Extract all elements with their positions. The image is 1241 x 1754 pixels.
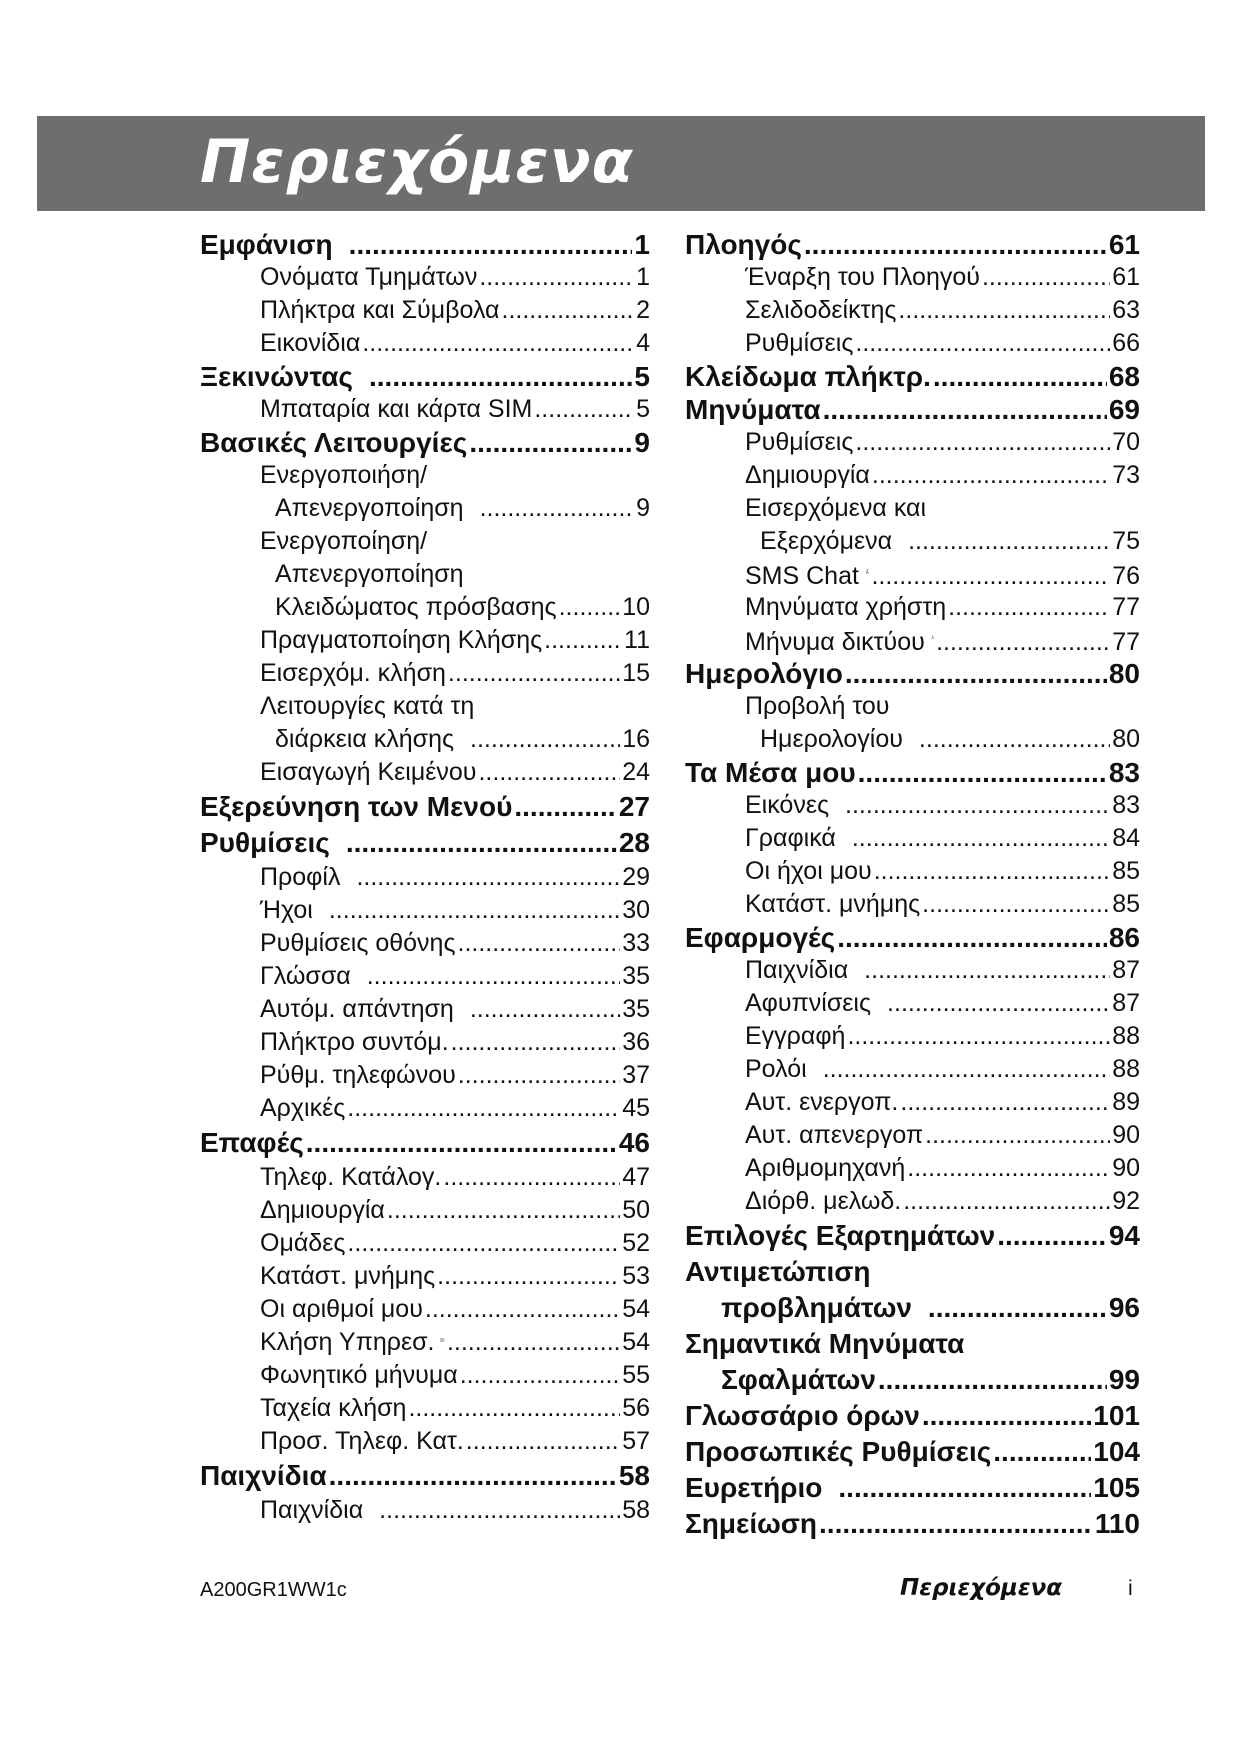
toc-entry-page: 75 [1112, 527, 1140, 555]
toc-entry-title: Ρύθμ. τηλεφώνου [260, 1061, 456, 1089]
toc-subentry[interactable] [685, 261, 1140, 294]
toc-entry-page: 28 [618, 827, 650, 858]
toc-subentry[interactable] [685, 690, 1140, 723]
toc-entry-page: 2 [636, 296, 650, 324]
toc-entry-title: SMS Chat [745, 562, 859, 590]
toc-entry-title: Ρυθμίσεις [745, 329, 854, 357]
toc-subentry[interactable] [200, 1227, 650, 1260]
toc-entry-page: 4 [636, 329, 650, 357]
toc-entry-page: 101 [1093, 1400, 1140, 1431]
toc-entry-title: Ήχοι [260, 896, 313, 924]
toc-subentry[interactable] [200, 1326, 650, 1359]
toc-entry-title: Δημιουργία [745, 461, 870, 489]
toc-entry-page: 45 [622, 1094, 650, 1122]
toc-entry-title: Φωνητικό μήνυμα [260, 1361, 458, 1389]
toc-entry-title: Αυτόμ. απάντηση [260, 995, 454, 1023]
toc-entry-page: 58 [622, 1496, 650, 1524]
toc-entry-title: Εξερχόμενα [760, 527, 893, 555]
toc-subentry[interactable] [685, 1119, 1140, 1152]
toc-subentry[interactable] [200, 993, 650, 1026]
toc-entry-page: 87 [1112, 956, 1140, 984]
toc-entry-title: Ημερολογίου [760, 725, 903, 753]
toc-subentry[interactable] [685, 624, 1140, 657]
toc-entry-title: Σφαλμάτων [721, 1364, 876, 1395]
toc-entry-page: 1 [634, 229, 650, 260]
toc-entry-title: Αυτ. ενεργοπ. [745, 1088, 899, 1116]
toc-entry-page: 99 [1108, 1364, 1140, 1395]
toc-entry-title: Εμφάνιση [200, 229, 333, 260]
toc-entry-title: Προσωπικές Ρυθμίσεις [685, 1436, 992, 1467]
toc-entry-page: 68 [1108, 361, 1140, 392]
toc-subentry[interactable] [200, 294, 650, 327]
toc-entry-page: 83 [1108, 757, 1140, 788]
toc-entry-title: Εισαγωγή Κειμένου [260, 758, 477, 786]
toc-entry-title: Κατάστ. μνήμης [745, 890, 921, 918]
toc-entry-glossary[interactable] [685, 1398, 1140, 1434]
toc-entry-page: 87 [1112, 989, 1140, 1017]
toc-entry-title: Προφίλ [260, 863, 341, 891]
toc-subentry[interactable] [200, 393, 650, 426]
toc-entry-page: 11 [624, 626, 650, 654]
toc-entry-explore-menus[interactable] [200, 789, 650, 825]
toc-entry-page: 110 [1094, 1508, 1140, 1539]
toc-entry-title: Γλώσσα [260, 962, 351, 990]
toc-subentry[interactable] [685, 987, 1140, 1020]
toc-entry-title: Αρχικές [260, 1094, 346, 1122]
toc-entry-title: διάρκεια κλήσης [275, 725, 455, 753]
toc-subentry[interactable] [685, 1086, 1140, 1119]
toc-entry-title: Αυτ. απενεργοπ [745, 1121, 924, 1149]
toc-entry-page: 57 [622, 1427, 650, 1455]
toc-entry-title: Γραφικά [745, 824, 836, 852]
toc-subentry[interactable] [200, 1161, 650, 1194]
toc-entry-page: 47 [622, 1163, 650, 1191]
toc-entry-title: Απενεργοποίηση [275, 560, 464, 588]
toc-entry-page: 56 [622, 1394, 650, 1422]
toc-entry-page: 90 [1112, 1154, 1140, 1182]
toc-subentry[interactable] [685, 525, 1140, 558]
toc-entry-page: 9 [634, 427, 650, 458]
toc-entry-title: Σημαντικά Μηνύματα [685, 1328, 965, 1359]
footer-section-title: Περιεχόμενα [900, 1575, 1063, 1601]
toc-entry-appearance[interactable] [200, 228, 650, 261]
toc-entry-page: 33 [622, 929, 650, 957]
toc-entry-title: Ενεργοποίηση/ [260, 527, 428, 555]
toc-entry-page: 88 [1112, 1055, 1140, 1083]
toc-entry-page: 69 [1108, 394, 1140, 425]
toc-entry-page: 36 [622, 1028, 650, 1056]
toc-entry-page: 77 [1112, 593, 1140, 621]
toc-entry-settings[interactable] [200, 825, 650, 861]
toc-subentry[interactable] [685, 855, 1140, 888]
toc-entry-error-messages[interactable] [685, 1326, 1140, 1362]
toc-entry-title: Ονόματα Τμημάτων [260, 263, 478, 291]
toc-entry-title: Ομάδες [260, 1229, 346, 1257]
toc-entry-title: Παιχνίδια [200, 1460, 327, 1491]
toc-entry-title: Παιχνίδια [745, 956, 849, 984]
toc-entry-title: Αντιμετώπιση [685, 1256, 871, 1287]
toc-entry-title: Δημιουργία [260, 1196, 385, 1224]
toc-subentry[interactable] [200, 927, 650, 960]
toc-left-column [200, 228, 650, 1527]
toc-subentry[interactable] [685, 1053, 1140, 1086]
toc-subentry[interactable] [200, 894, 650, 927]
toc-entry-page: 35 [622, 962, 650, 990]
toc-entry-page: 70 [1112, 428, 1140, 456]
toc-entry-page: 24 [622, 758, 650, 786]
toc-entry-title: Μηνύματα χρήστη [745, 593, 947, 621]
toc-entry-title: Απενεργοποίηση [275, 494, 464, 522]
toc-entry-title: Διόρθ. μελωδ. [745, 1187, 902, 1215]
toc-entry-title: Παιχνίδια [260, 1496, 364, 1524]
toc-subentry[interactable] [200, 1425, 650, 1458]
toc-entry-page: 61 [1112, 263, 1140, 291]
toc-subentry[interactable] [200, 327, 650, 360]
toc-entry-title: Επιλογές Εξαρτημάτων [685, 1220, 996, 1251]
toc-entry-title: Ευρετήριο [685, 1472, 823, 1503]
toc-entry-title: Κλειδώματος πρόσβασης [275, 593, 557, 621]
toc-subentry[interactable] [685, 1185, 1140, 1218]
toc-entry-title: Προσ. Τηλεφ. Κατ. [260, 1427, 464, 1455]
toc-entry-title: Εικονίδια [260, 329, 361, 357]
toc-subentry[interactable] [200, 1494, 650, 1527]
toc-subentry[interactable] [200, 261, 650, 294]
toc-entry-title: Αριθμομηχανή [745, 1154, 906, 1182]
toc-entry-key-lock[interactable] [685, 360, 1140, 393]
toc-entry-title: Ρυθμίσεις [745, 428, 854, 456]
antenna-icon [931, 624, 934, 650]
toc-entry-page: 58 [618, 1460, 650, 1491]
header-band [37, 116, 1205, 211]
toc-entry-getting-started[interactable] [200, 360, 650, 393]
toc-entry-title: Εισερχόμενα και [745, 494, 927, 522]
toc-entry-title: Σελιδοδείκτης [745, 296, 897, 324]
toc-entry-title: Βασικές Λειτουργίες [200, 427, 468, 458]
toc-entry-page: 54 [622, 1328, 650, 1356]
toc-entry-title: Πλήκτρο συντόμ. [260, 1028, 449, 1056]
toc-entry-page: 29 [622, 863, 650, 891]
toc-entry-personal-settings[interactable] [685, 1434, 1140, 1470]
toc-subentry[interactable] [200, 1359, 650, 1392]
toc-entry-contacts[interactable] [200, 1125, 650, 1161]
toc-entry-title: Επαφές [200, 1127, 304, 1158]
toc-entry-error-messages-cont[interactable] [685, 1362, 1140, 1398]
toc-subentry[interactable] [685, 723, 1140, 756]
toc-entry-page: 46 [618, 1127, 650, 1158]
toc-subentry[interactable] [200, 1293, 650, 1326]
toc-subentry[interactable] [685, 492, 1140, 525]
toc-entry-notes[interactable] [685, 1506, 1140, 1542]
footer-page-number: i [1128, 1577, 1133, 1600]
toc-subentry[interactable] [685, 954, 1140, 987]
toc-entry-messages[interactable] [685, 393, 1140, 426]
toc-entry-page: 54 [622, 1295, 650, 1323]
toc-subentry[interactable] [685, 1152, 1140, 1185]
toc-entry-my-media[interactable] [685, 756, 1140, 789]
toc-entry-page: 105 [1093, 1472, 1140, 1503]
toc-entry-troubleshooting-cont[interactable] [685, 1290, 1140, 1326]
toc-entry-index[interactable] [685, 1470, 1140, 1506]
toc-entry-title: Ρυθμίσεις οθόνης [260, 929, 456, 957]
toc-subentry[interactable] [200, 756, 650, 789]
toc-entry-title: Κλείδωμα πλήκτρ. [685, 361, 931, 392]
toc-subentry[interactable] [685, 789, 1140, 822]
toc-entry-page: 10 [622, 593, 650, 621]
footer-document-code: A200GR1WW1c [200, 1579, 347, 1601]
toc-entry-page: 27 [618, 791, 650, 822]
toc-subentry[interactable] [685, 459, 1140, 492]
antenna-icon [865, 558, 870, 584]
toc-entry-page: 5 [636, 395, 650, 423]
toc-subentry[interactable] [200, 1260, 650, 1293]
toc-entry-page: 84 [1112, 824, 1140, 852]
toc-entry-calendar[interactable] [685, 657, 1140, 690]
toc-entry-page: 1 [636, 263, 650, 291]
toc-entry-title: Λειτουργίες κατά τη [260, 692, 475, 720]
toc-entry-title: Οι αριθμοί μου [260, 1295, 423, 1323]
toc-entry-title: Κλήση Υπηρεσ. [260, 1328, 435, 1356]
toc-subentry[interactable] [685, 822, 1140, 855]
toc-subentry[interactable] [200, 624, 650, 657]
toc-entry-title: Εξερεύνηση των Μενού [200, 791, 513, 822]
toc-entry-page: 77 [1112, 628, 1140, 656]
toc-entry-page: 89 [1112, 1088, 1140, 1116]
toc-subentry[interactable] [200, 1194, 650, 1227]
toc-subentry[interactable] [200, 1026, 650, 1059]
toc-entry-title: Ενεργοποιήση/ [260, 461, 428, 489]
toc-entry-title: Εφαρμογές [685, 922, 836, 953]
toc-entry-page: 94 [1108, 1220, 1140, 1251]
toc-entry-title: Ρυθμίσεις [200, 827, 330, 858]
toc-subentry[interactable] [685, 426, 1140, 459]
toc-entry-page: 52 [622, 1229, 650, 1257]
toc-entry-page: 63 [1112, 296, 1140, 324]
toc-entry-title: Μήνυμα δικτύου [745, 628, 925, 656]
toc-subentry[interactable] [200, 492, 650, 525]
toc-entry-page: 96 [1108, 1292, 1140, 1323]
toc-entry-page: 55 [622, 1361, 650, 1389]
toc-entry-title: Πλήκτρα και Σύμβολα [260, 296, 500, 324]
toc-entry-accessory-options[interactable] [685, 1218, 1140, 1254]
toc-entry-title: Εικόνες [745, 791, 830, 819]
toc-entry-title: Εγγραφή [745, 1022, 846, 1050]
toc-entry-title: Ταχεία κλήση [260, 1394, 407, 1422]
toc-subentry[interactable] [685, 888, 1140, 921]
toc-entry-page: 88 [1112, 1022, 1140, 1050]
toc-subentry[interactable] [685, 558, 1140, 591]
toc-entry-title: Γλωσσάριο όρων [685, 1400, 920, 1431]
toc-entry-page: 85 [1112, 890, 1140, 918]
toc-entry-page: 53 [622, 1262, 650, 1290]
toc-entry-title: Οι ήχοι μου [745, 857, 872, 885]
toc-entry-page: 80 [1112, 725, 1140, 753]
toc-subentry[interactable] [685, 294, 1140, 327]
toc-subentry[interactable] [200, 558, 650, 591]
toc-subentry[interactable] [200, 525, 650, 558]
toc-entry-title: Τηλεφ. Κατάλογ. [260, 1163, 442, 1191]
toc-entry-page: 83 [1112, 791, 1140, 819]
toc-entry-title: Εισερχόμ. κλήση [260, 659, 446, 687]
toc-entry-title: Προβολή του [745, 692, 890, 720]
toc-subentry[interactable] [200, 960, 650, 993]
toc-entry-title: Ξεκινώντας [200, 361, 353, 392]
toc-entry-page: 16 [622, 725, 650, 753]
toc-subentry[interactable] [200, 591, 650, 624]
toc-entry-title: Σημείωση [685, 1508, 818, 1539]
toc-entry-page: 50 [622, 1196, 650, 1224]
toc-entry-page: 15 [622, 659, 650, 687]
toc-entry-page: 5 [634, 361, 650, 392]
toc-entry-applications[interactable] [685, 921, 1140, 954]
toc-entry-title: Πλοηγός [685, 229, 802, 260]
toc-entry-games[interactable] [200, 1458, 650, 1494]
toc-subentry[interactable] [200, 1092, 650, 1125]
toc-entry-title: Ημερολόγιο [685, 658, 843, 689]
toc-entry-page: 85 [1112, 857, 1140, 885]
toc-entry-page: 104 [1093, 1436, 1140, 1467]
toc-entry-title: Κατάστ. μνήμης [260, 1262, 436, 1290]
toc-entry-page: 80 [1108, 658, 1140, 689]
toc-entry-title: Μηνύματα [685, 394, 821, 425]
toc-entry-browser[interactable] [685, 228, 1140, 261]
toc-entry-title: Ρολόι [745, 1055, 807, 1083]
toc-entry-page: 9 [636, 494, 650, 522]
toc-entry-basic-functions[interactable] [200, 426, 650, 459]
toc-right-column [685, 228, 1140, 1542]
toc-entry-page: 35 [622, 995, 650, 1023]
toc-entry-title: Τα Μέσα μου [685, 757, 856, 788]
toc-subentry[interactable] [200, 723, 650, 756]
toc-entry-title: Μπαταρία και κάρτα SIM [260, 395, 533, 423]
toc-entry-title: Πραγματοποίηση Κλήσης [260, 626, 543, 654]
toc-entry-title: προβλημάτων [721, 1292, 912, 1323]
toc-subentry[interactable] [200, 1392, 650, 1425]
menu-key-icon [440, 1330, 444, 1350]
toc-subentry[interactable] [200, 657, 650, 690]
toc-entry-page: 30 [622, 896, 650, 924]
toc-entry-page: 37 [622, 1061, 650, 1089]
toc-entry-title: Έναρξη του Πλοηγού [745, 263, 980, 291]
toc-subentry[interactable] [200, 1059, 650, 1092]
toc-entry-page: 61 [1108, 229, 1140, 260]
toc-entry-page: 66 [1112, 329, 1140, 357]
toc-subentry[interactable] [685, 1020, 1140, 1053]
toc-entry-troubleshooting[interactable] [685, 1254, 1140, 1290]
toc-subentry[interactable] [685, 327, 1140, 360]
toc-subentry[interactable] [200, 690, 650, 723]
page-title: Περιεχόμενα [200, 127, 634, 197]
toc-entry-title: Αφυπνίσεις [745, 989, 872, 1017]
toc-entry-page: 86 [1108, 922, 1140, 953]
toc-entry-page: 73 [1112, 461, 1140, 489]
toc-entry-page: 76 [1112, 562, 1140, 590]
toc-subentry[interactable] [200, 459, 650, 492]
toc-subentry[interactable] [685, 591, 1140, 624]
toc-entry-page: 92 [1112, 1187, 1140, 1215]
toc-subentry[interactable] [200, 861, 650, 894]
toc-entry-page: 90 [1112, 1121, 1140, 1149]
